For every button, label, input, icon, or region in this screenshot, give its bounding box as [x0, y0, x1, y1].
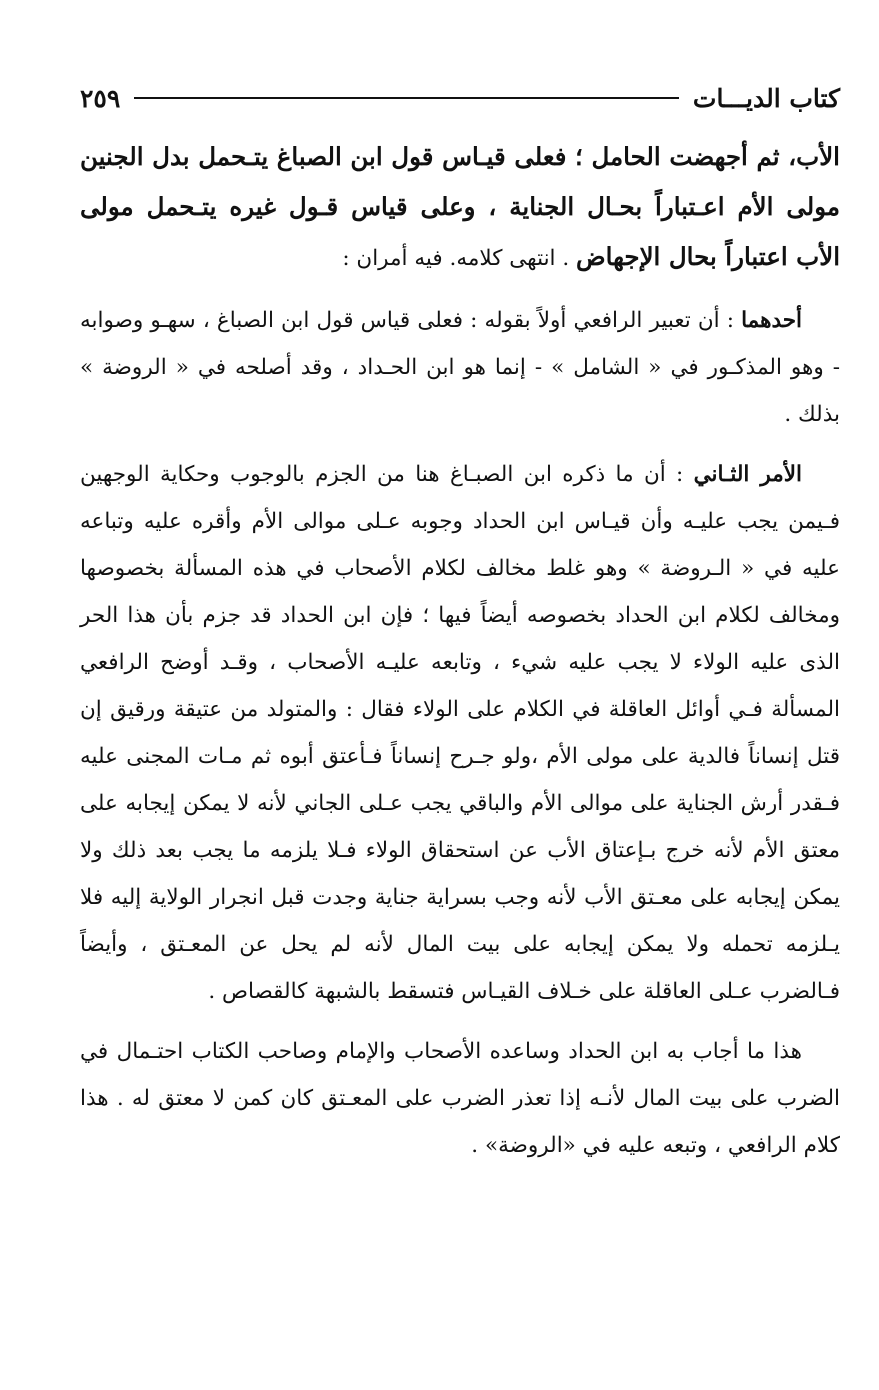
- paragraph-3: [80, 451, 840, 1015]
- paragraph-1-text: الأب، ثم أجهضت الحامل ؛ فعلى قيـاس قول ابن الصباغ يتـحمل بدل الجنين مولى الأم اعـتباراً بحـال الجناية ، وعلى قياس قـول غيره يتـحمل مولى الأب اعتباراً بحال الإجهاض: [80, 142, 840, 271]
- paragraph-1-tail: . انتهى كلامه. فيه أمران :: [342, 246, 577, 271]
- page-header: [80, 76, 840, 120]
- paragraph-2: [80, 297, 840, 438]
- paragraph-4-text: هذا ما أجاب به ابن الحداد وساعده الأصحاب والإمام وصاحب الكتاب احتـمال في الضرب على بيت المال لأنـه إذا تعذر الضرب على المعـتق كان كمن لا معتق له . هذا كلام الرافعي ، وتبعه عليه في «الروضة» .: [80, 1039, 840, 1158]
- paragraph-3-text: : أن ما ذكره ابن الصبـاغ هنا من الجزم بالوجوب وحكاية الوجهين فـيمن يجب عليـه وأن قيـاس ابن الحداد وجوبه عـلى موالى الأم وأقره عليه وتباعه عليه في « الـروضة » وهو غلط مخالف لكلام الأصحاب في هذه المسألة بخصوصها ومخالف لكلام ابن الحداد بخصوصه أيضاً فيها ؛ فإن ابن الحداد قد جزم بأن هذا الحر الذى عليه الولاء لا يجب عليه شيء ، وتابعه عليـه الأصحاب ، وقـد أوضح الرافعي المسألة فـي أوائل العاقلة في الكلام على الولاء فقال : والمتولد من عتيقة ورقيق إن قتل إنساناً فالدية على مولى الأم ،ولو جـرح إنساناً فـأعتق أبوه ثم مـات المجنى عليه فـقدر أرش الجناية على موالى الأم والباقي يجب عـلى الجاني لأنه لا يمكن إيجابه على معتق الأم لأنه خرج بـإعتاق الأب عن استحقاق الولاء فـلا يلزمه ما يجب بعد ذلك ولا يمكن إيجابه على معـتق الأب لأنه وجب بسراية جناية وجدت قبل انجرار الولاية إليه فلا يـلزمه تحمله ولا يمكن إيجابه على بيت المال لأنه لم يحل عن المعـتق ، وأيضاً فـالضرب عـلى العاقلة على خـلاف القيـاس فتسقط بالشبهة كالقصاص .: [80, 462, 840, 1004]
- body-text: [80, 132, 840, 1169]
- header-rule: [134, 97, 679, 99]
- running-title: كتاب الديـــات: [692, 83, 840, 113]
- paragraph-4: [80, 1028, 840, 1169]
- paragraph-3-lead: الأمر الثـاني: [693, 462, 803, 487]
- paragraph-2-text: : أن تعبير الرافعي أولاً بقوله : فعلى قياس قول ابن الصباغ ، سهـو وصوابه - وهو المذكـور في « الشامل » - إنما هو ابن الحـداد ، وقد أصلحه في « الروضة » بذلك .: [80, 308, 840, 427]
- paragraph-2-lead: أحدهما: [741, 308, 802, 333]
- paragraph-1: [80, 132, 840, 284]
- page-number: ٢٥٩: [80, 83, 121, 113]
